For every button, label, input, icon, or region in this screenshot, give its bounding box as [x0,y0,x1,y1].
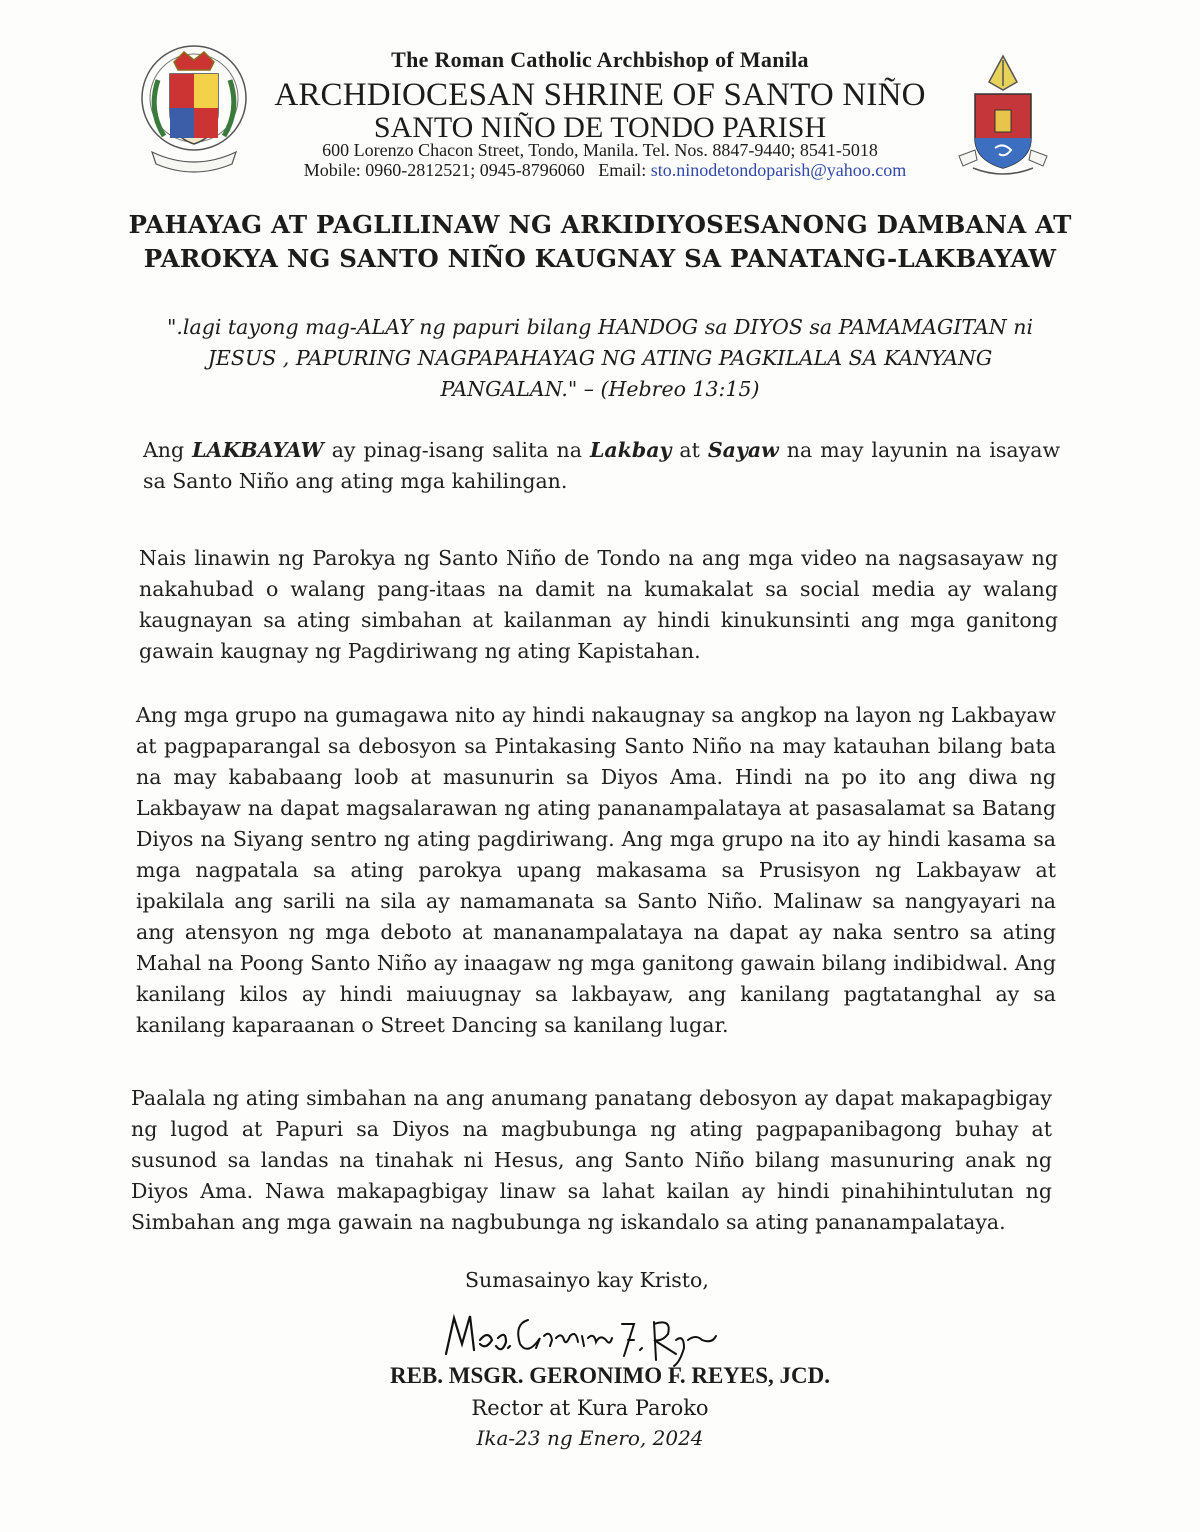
paragraph-4: Paalala ng ating simbahan na ang anumang panatang debosyon ay dapat makapagbigay ng lugod at Papuri sa Diyos na magbubunga ng ating pagpapanibagong buhay at susunod sa landas na tinahak ni Hesus, ang Santo Niño bilang masunuring anak ng Diyos Ama. Nawa makapagbigay linaw sa lahat kailan ay hindi pinahihintulutan ng Simbahan ang mga gawain na nagbubunga ng iskandalo sa ating pananampalataya. [131,1086,1052,1234]
term-lakbayaw: LAKBAYAW [192,438,324,462]
signer-name: REB. MSGR. GERONIMO F. REYES, JCD. [389,1363,831,1388]
p1-text-c: at [671,438,708,462]
term-lakbay: Lakbay [589,438,672,462]
shrine-name: ARCHDIOCESAN SHRINE OF SANTO NIÑO [274,77,926,113]
letter-date: Ika-23 ng Enero, 2024 [476,1426,704,1450]
handwritten-signature [440,1300,720,1370]
quote-line-3: PANGALAN." – (Hebreo 13:15) [440,377,760,401]
signer-role: Rector at Kura Paroko [471,1396,709,1420]
contact-line [230,160,980,181]
scripture-quote [150,312,1050,405]
term-sayaw: Sayaw [707,438,779,462]
paragraph-3: Ang mga grupo na gumagawa nito ay hindi nakaugnay sa angkop na layon ng Lakbayaw at pagpaparangal sa debosyon sa Pintakasing Santo Niño na may katauhan bilang bata na may kababaang loob at masunurin sa Diyos Ama. Hindi na po ito ang diwa ng Lakbayaw na dapat magsalarawan ng ating pananampalataya at pasasalamat sa Batang Diyos na Siyang sentro ng ating pagdiriwang. Ang mga grupo na ito ay hindi kasama sa mga nagpatala sa ating parokya upang makasama sa Prusisyon ng Lakbayaw at ipakilala ang sarili na sila ay namamanata sa Santo Niño. Malinaw sa nangyayari na ang atensyon ng mga deboto at mananampalataya na dapat ay naka sentro sa ating Mahal na Poong Santo Niño ay inaagaw ng mga ganitong gawain bilang indibidwal. Ang kanilang kilos ay hindi maiuugnay sa lakbayaw, ang kanilang pagtatanghal ay sa kanilang kaparaanan o Street Dancing sa kanilang lugar. [136,703,1056,1037]
paragraph-2: Nais linawin ng Parokya ng Santo Niño de Tondo na ang mga video na nagsasayaw ng nakahubad o walang pang-itaas na damit na kumakalat sa social media ay walang kaugnayan sa ating simbahan at kailanman ay hindi kinukunsinti ang mga ganitong gawain kaugnay ng Pagdiriwang ng ating Kapistahan. [139,546,1058,663]
p1-text-b: ay pinag-isang salita na [323,438,590,462]
parish-seal-icon [134,40,254,180]
document-title [100,208,1100,276]
paragraph-1 [143,435,1060,497]
p1-text-a: Ang [143,438,193,462]
parish-address: 600 Lorenzo Chacon Street, Tondo, Manila. Tel. Nos. 8847-9440; 8541-5018 [322,140,878,160]
email-label: Email: [598,160,647,180]
parish-name: SANTO NIÑO DE TONDO PARISH [373,111,827,144]
p1-text-d: na may layunin na isayaw sa Santo Niño ang ating mga kahilingan. [143,438,1060,493]
quote-line-2: JESUS , PAPURING NAGPAPAHAYAG NG ATING PAGKILALA SA KANYANG [207,346,993,370]
title-line-1: PAHAYAG AT PAGLILINAW NG ARKIDIYOSESANONG DAMBANA AT [128,210,1072,239]
title-line-2: PAROKYA NG SANTO NIÑO KAUGNAY SA PANATANG-LAKBAYAW [143,244,1057,273]
mobile-numbers: Mobile: 0960-2812521; 0945-8796060 [303,160,585,180]
closing-salutation: Sumasainyo kay Kristo, [465,1268,709,1292]
quote-line-1: ".lagi tayong mag-ALAY ng papuri bilang HANDOG sa DIYOS sa PAMAMAGITAN ni [166,315,1034,339]
email-address: sto.ninodetondoparish@yahoo.com [650,160,907,180]
archbishop-heading: The Roman Catholic Archbishop of Manila [391,47,809,72]
